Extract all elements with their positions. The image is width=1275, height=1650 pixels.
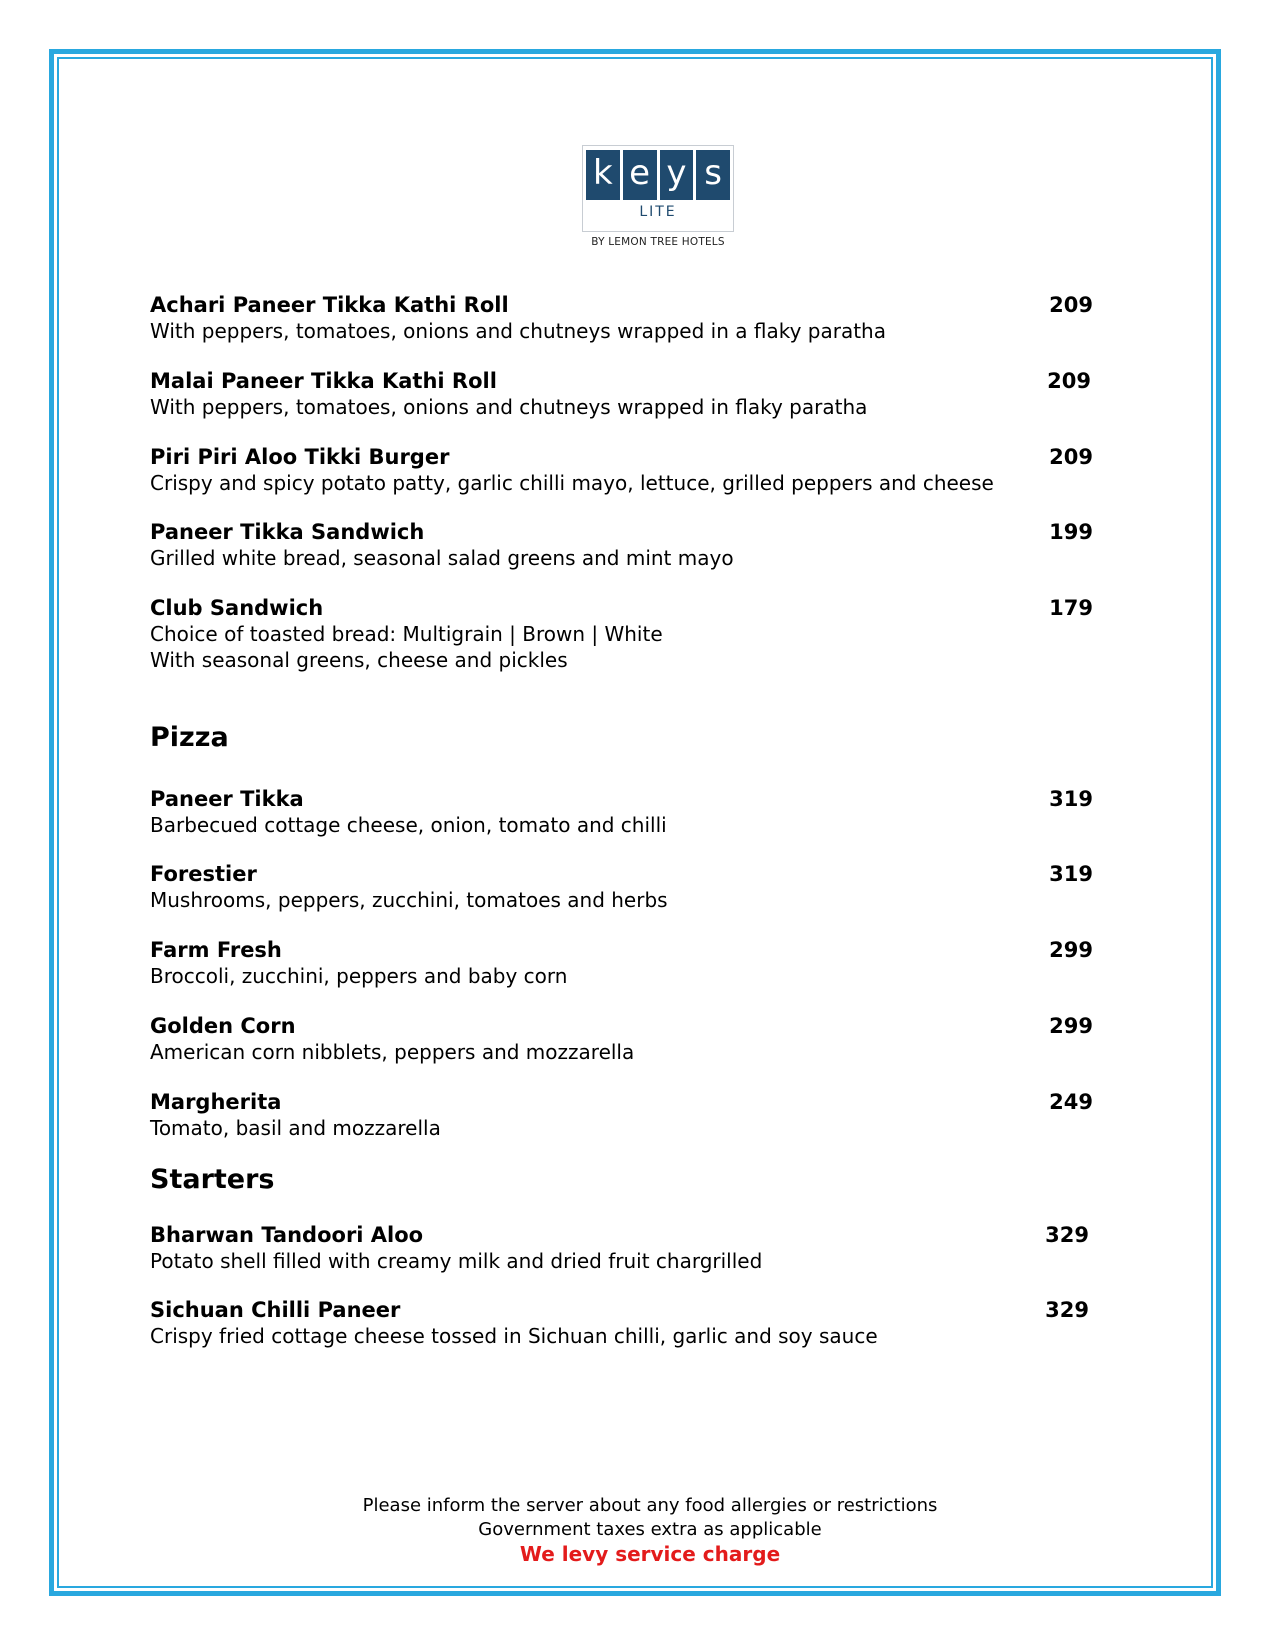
item-description: Broccoli, zucchini, peppers and baby corn [150, 964, 568, 988]
item-price: 209 [1047, 369, 1091, 393]
logo-lite: LITE [639, 204, 677, 220]
menu-item [150, 595, 1093, 673]
item-description: With seasonal greens, cheese and pickles [150, 648, 568, 672]
item-price: 209 [1049, 293, 1093, 317]
menu-item [150, 861, 1093, 913]
item-description: Choice of toasted bread: Multigrain | Brown | White [150, 622, 663, 646]
item-name: Achari Paneer Tikka Kathi Roll [150, 293, 509, 317]
menu-item [150, 519, 1093, 571]
item-description: American corn nibblets, peppers and mozzarella [150, 1040, 635, 1064]
menu-item [150, 1013, 1093, 1065]
item-price: 209 [1049, 445, 1093, 469]
menu-item [150, 1089, 1093, 1141]
menu-item [150, 368, 1093, 420]
item-name: Club Sandwich [150, 596, 324, 620]
menu-item [150, 1222, 1093, 1274]
logo-box [582, 145, 734, 232]
item-price: 179 [1049, 596, 1093, 620]
item-description: Barbecued cottage cheese, onion, tomato and chilli [150, 813, 667, 837]
item-price: 319 [1049, 787, 1093, 811]
item-name: Paneer Tikka [150, 787, 304, 811]
menu-item [150, 1297, 1093, 1349]
item-price: 329 [1045, 1223, 1089, 1247]
item-name: Paneer Tikka Sandwich [150, 520, 425, 544]
item-name: Bharwan Tandoori Aloo [150, 1223, 424, 1247]
item-description: Potato shell filled with creamy milk and dried fruit chargrilled [150, 1249, 763, 1273]
menu-item [150, 292, 1093, 344]
item-description: Crispy fried cottage cheese tossed in Sichuan chilli, garlic and soy sauce [150, 1324, 878, 1348]
menu-item [150, 444, 1093, 496]
section-title-starters: Starters [150, 1164, 275, 1195]
logo-tiles [586, 150, 730, 200]
item-price: 319 [1049, 862, 1093, 886]
item-price: 299 [1049, 938, 1093, 962]
item-name: Piri Piri Aloo Tikki Burger [150, 445, 450, 469]
logo-tile: e [623, 150, 657, 200]
logo-tile: s [696, 150, 730, 200]
item-price: 299 [1049, 1014, 1093, 1038]
item-price: 329 [1045, 1298, 1089, 1322]
item-name: Malai Paneer Tikka Kathi Roll [150, 369, 497, 393]
item-price: 199 [1049, 520, 1093, 544]
item-name: Forestier [150, 862, 257, 886]
logo-tile: k [586, 150, 620, 200]
item-description: Crispy and spicy potato patty, garlic chilli mayo, lettuce, grilled peppers and cheese [150, 471, 994, 495]
item-name: Margherita [150, 1090, 282, 1114]
item-description: With peppers, tomatoes, onions and chutneys wrapped in flaky paratha [150, 395, 868, 419]
section-title-pizza: Pizza [150, 722, 229, 753]
item-price: 249 [1049, 1090, 1093, 1114]
allergy-note: Please inform the server about any food allergies or restrictions [362, 1495, 938, 1516]
service-charge-note: We levy service charge [519, 1542, 781, 1566]
logo-tile: y [660, 150, 694, 200]
item-name: Farm Fresh [150, 938, 282, 962]
brand-logo [582, 145, 734, 248]
item-description: Tomato, basil and mozzarella [150, 1116, 441, 1140]
menu-item [150, 786, 1093, 838]
item-name: Sichuan Chilli Paneer [150, 1298, 401, 1322]
menu-item [150, 937, 1093, 989]
logo-tagline: BY LEMON TREE HOTELS [591, 236, 725, 248]
item-description: With peppers, tomatoes, onions and chutneys wrapped in a flaky paratha [150, 319, 886, 343]
item-description: Mushrooms, peppers, zucchini, tomatoes and herbs [150, 888, 668, 912]
item-name: Golden Corn [150, 1014, 296, 1038]
footer-notes [250, 1494, 1050, 1566]
item-description: Grilled white bread, seasonal salad greens and mint mayo [150, 546, 734, 570]
tax-note: Government taxes extra as applicable [478, 1519, 822, 1540]
